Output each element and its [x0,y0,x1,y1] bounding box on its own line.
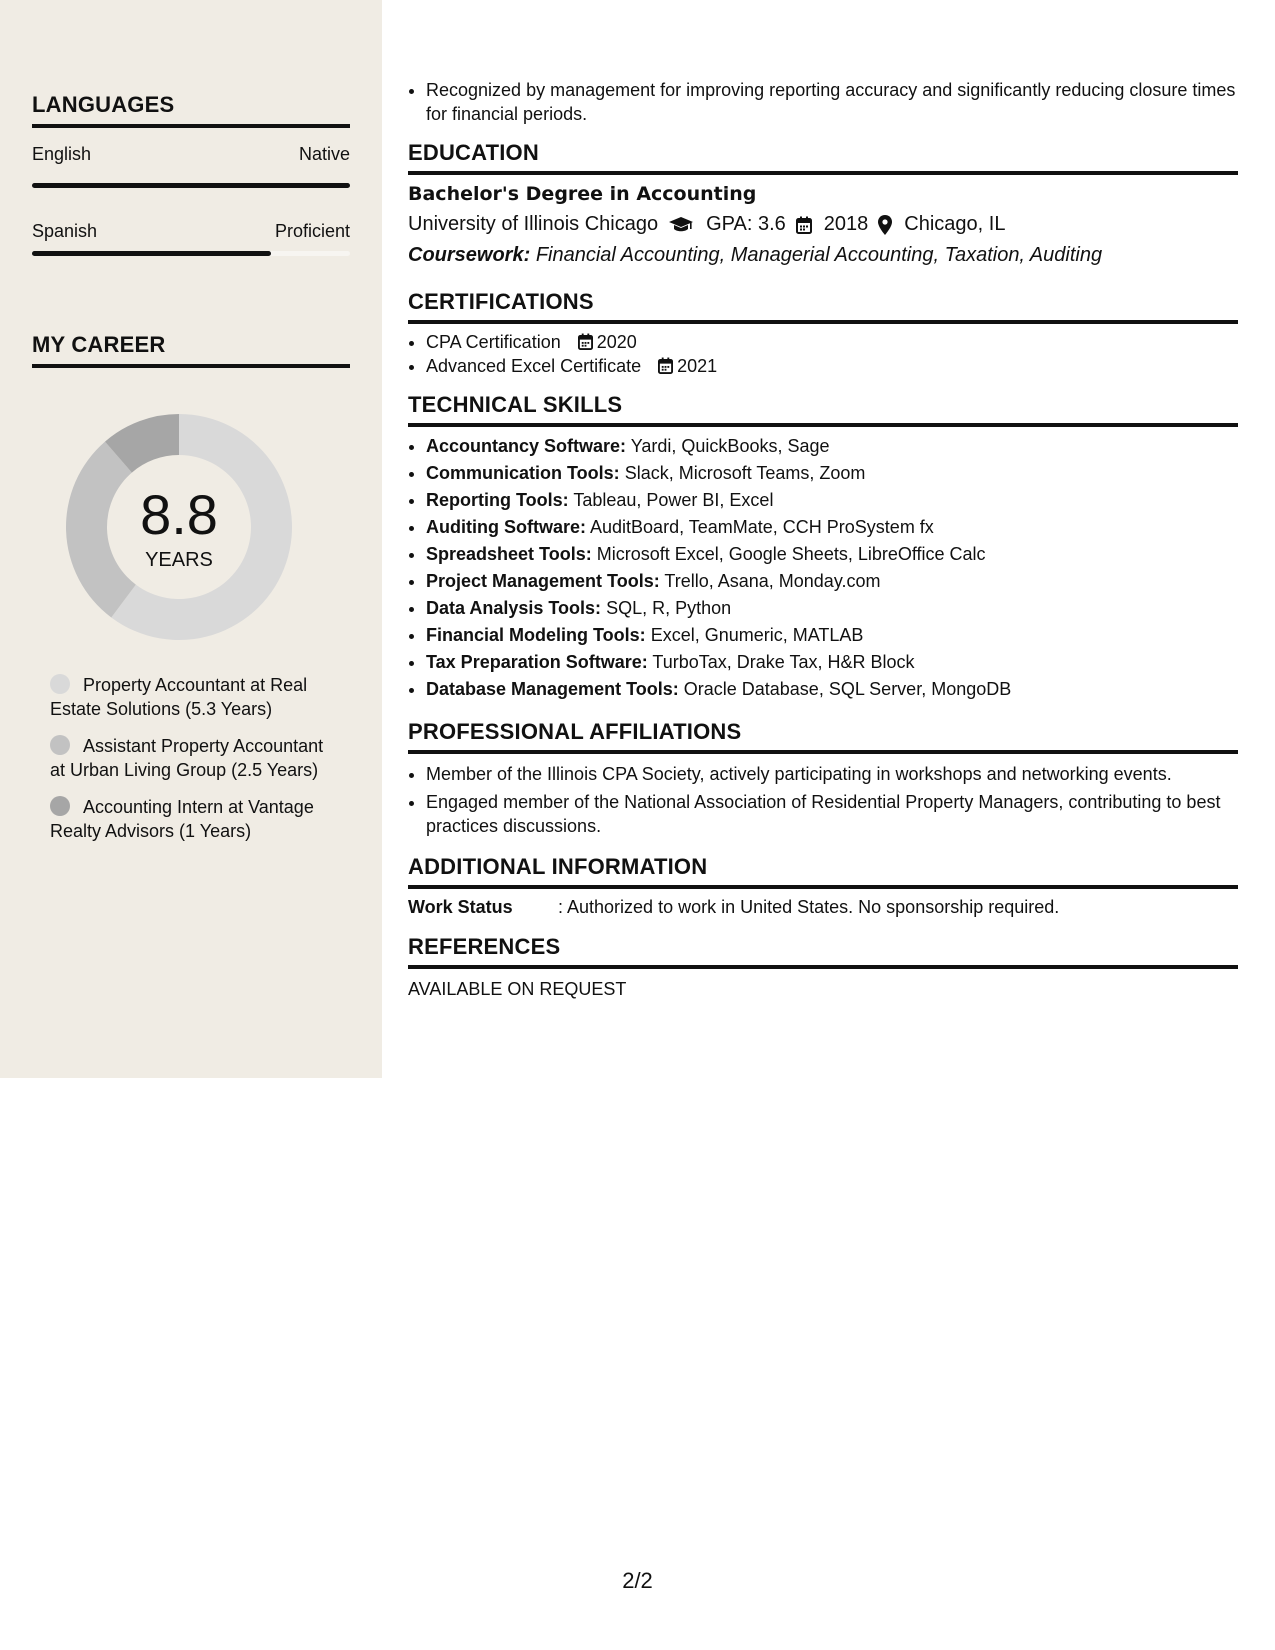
additional-info-title: ADDITIONAL INFORMATION [408,854,1238,889]
affiliations-list [408,762,1238,838]
legend-dot [50,796,70,816]
language-level: Proficient [274,221,350,241]
legend-dot [50,674,70,694]
skill-item: • Spreadsheet Tools: Microsoft Excel, Google Sheets, LibreOffice Calc [426,541,1238,568]
language-row-english [32,144,350,165]
affiliation-item: • Engaged member of the National Association of Residential Property Managers, contributing to best practices discussions. [426,790,1238,838]
education-location: Chicago, IL [904,213,1006,235]
graduation-cap-icon [668,216,694,234]
skill-item: • Communication Tools: Slack, Microsoft Teams, Zoom [426,460,1238,487]
education-year: 2018 [823,213,869,235]
coursework-label: Coursework: [408,244,531,266]
career-item: Assistant Property Accountant at Urban Living Group (2.5 Years) [50,736,324,780]
affiliation-item: • Member of the Illinois CPA Society, actively participating in workshops and networking events. [426,762,1238,786]
certifications-title: CERTIFICATIONS [408,289,1238,324]
career-item: Accounting Intern at Vantage Realty Advisors (1 Years) [50,797,314,841]
language-bar-fill [32,183,350,188]
certifications-list [408,330,1238,378]
language-name: English [32,144,92,164]
calendar-icon [796,216,812,234]
education-gpa: GPA: 3.6 [706,213,786,235]
career-item: Property Accountant at Real Estate Solutions (5.3 Years) [50,675,308,719]
career-donut-chart [66,414,292,640]
language-bar-fill [32,251,271,256]
skill-item: • Accountancy Software: Yardi, QuickBooks, Sage [426,433,1238,460]
language-name: Spanish [32,221,98,241]
page-number: 2/2 [622,1568,653,1593]
technical-skills-list [408,433,1238,703]
career-legend [50,673,330,856]
education-school: University of Illinois Chicago [408,213,659,235]
calendar-icon [578,333,593,350]
work-status-row [408,897,1238,918]
career-title: MY CAREER [32,332,350,368]
coursework-value: Financial Accounting, Managerial Accounting, Taxation, Auditing [535,244,1103,266]
main-content [408,78,1238,1000]
skill-item: • Reporting Tools: Tableau, Power BI, Excel [426,487,1238,514]
list-item: • Recognized by management for improving reporting accuracy and significantly reducing closure times for financial periods. [426,78,1238,126]
skill-item: • Auditing Software: AuditBoard, TeamMate, CCH ProSystem fx [426,514,1238,541]
affiliations-title: PROFESSIONAL AFFILIATIONS [408,719,1238,754]
career-total-years: 8.8 [140,482,218,546]
calendar-icon [658,357,673,374]
map-pin-icon [878,215,892,235]
skill-item: • Tax Preparation Software: TurboTax, Drake Tax, H&R Block [426,649,1238,676]
language-row-spanish [32,221,350,242]
work-status-label: Work Status [408,897,513,917]
skill-item: • Data Analysis Tools: SQL, R, Python [426,595,1238,622]
experience-continued-list [408,78,1238,126]
education-title: EDUCATION [408,140,1238,175]
skill-item: • Financial Modeling Tools: Excel, Gnumeric, MATLAB [426,622,1238,649]
education-coursework [408,244,1238,267]
legend-dot [50,735,70,755]
certification-item: • Advanced Excel Certificate 2021 [426,354,1238,378]
sidebar [0,0,382,1078]
education-details [408,213,1238,236]
language-bar-spanish [32,251,350,256]
education-degree: Bachelor's Degree in Accounting [408,183,757,205]
skill-item: • Project Management Tools: Trello, Asana, Monday.com [426,568,1238,595]
language-level: Native [298,144,350,164]
work-status-value: : Authorized to work in United States. No sponsorship required. [558,897,1060,917]
references-text: AVAILABLE ON REQUEST [408,979,627,999]
career-years-unit: YEARS [145,548,213,571]
language-bar-english [32,183,350,188]
languages-title: LANGUAGES [32,92,350,128]
skill-item: • Database Management Tools: Oracle Database, SQL Server, MongoDB [426,676,1238,703]
technical-skills-title: TECHNICAL SKILLS [408,392,1238,427]
certification-item: • CPA Certification 2020 [426,330,1238,354]
references-title: REFERENCES [408,934,1238,969]
